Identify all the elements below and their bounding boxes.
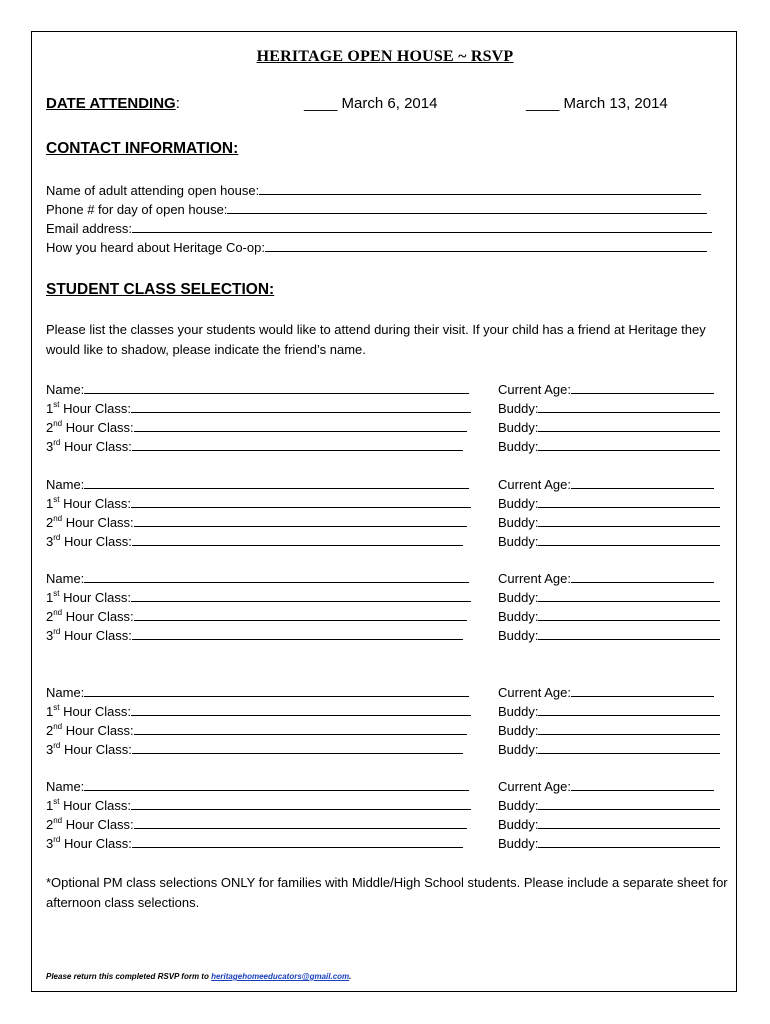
hour-class-line[interactable] [134,513,467,527]
contact-field-adult-name[interactable]: Name of adult attending open house: [46,181,701,200]
buddy-line[interactable] [538,513,720,527]
date-attending-label: DATE ATTENDING [46,95,176,112]
date-option-2-label: March 13, 2014 [563,95,668,112]
student-instructions: Please list the classes your students would like to attend during their visit. If your child has a friend at Heritage they would like to shadow, please indicate the friend’s name. [46,322,706,357]
student-3-hour-2-class-field[interactable]: 2nd Hour Class: [46,607,467,626]
current-age-line[interactable] [571,777,714,791]
buddy-line[interactable] [538,588,720,602]
student-1-buddy-2-field[interactable]: Buddy: [498,418,720,437]
optional-pm-note: *Optional PM class selections ONLY for families with Middle/High School students. Please include a separate sheet for afternoon class selections. [46,875,728,910]
buddy-line[interactable] [538,437,720,451]
student-4-hour-3-class-field[interactable]: 3rd Hour Class: [46,740,463,759]
student-name-line[interactable] [84,380,469,394]
student-2-hour-1-class-field[interactable]: 1st Hour Class: [46,494,471,513]
buddy-line[interactable] [538,626,720,640]
student-4-hour-2-class-field[interactable]: 2nd Hour Class: [46,721,467,740]
hour-class-line[interactable] [131,494,471,508]
student-2-hour-2-class-field[interactable]: 2nd Hour Class: [46,513,467,532]
student-heading: STUDENT CLASS SELECTION: [46,281,275,298]
buddy-line[interactable] [538,796,720,810]
contact-field-heard-about[interactable]: How you heard about Heritage Co-op: [46,238,707,257]
heard-about-line[interactable] [265,238,707,252]
student-2-name-field[interactable]: Name: [46,475,469,494]
hour-class-line[interactable] [134,815,467,829]
student-2-hour-3-class-field[interactable]: 3rd Hour Class: [46,532,463,551]
student-1-hour-3-class-field[interactable]: 3rd Hour Class: [46,437,463,456]
student-2-buddy-1-field[interactable]: Buddy: [498,494,720,513]
hour-class-line[interactable] [131,399,471,413]
student-5-hour-2-class-field[interactable]: 2nd Hour Class: [46,815,467,834]
hour-class-line[interactable] [131,588,471,602]
buddy-line[interactable] [538,399,720,413]
hour-class-line[interactable] [132,740,463,754]
student-name-line[interactable] [84,777,469,791]
student-name-line[interactable] [84,683,469,697]
buddy-line[interactable] [538,607,720,621]
student-4-name-field[interactable]: Name: [46,683,469,702]
hour-class-line[interactable] [131,796,471,810]
date-option-1-label: March 6, 2014 [341,95,438,112]
student-1-buddy-3-field[interactable]: Buddy: [498,437,720,456]
buddy-line[interactable] [538,721,720,735]
student-5-hour-1-class-field[interactable]: 1st Hour Class: [46,796,471,815]
current-age-line[interactable] [571,569,714,583]
student-3-buddy-2-field[interactable]: Buddy: [498,607,720,626]
student-3-hour-1-class-field[interactable]: 1st Hour Class: [46,588,471,607]
student-2-buddy-2-field[interactable]: Buddy: [498,513,720,532]
student-3-name-field[interactable]: Name: [46,569,469,588]
student-5-buddy-3-field[interactable]: Buddy: [498,834,720,853]
buddy-line[interactable] [538,702,720,716]
student-3-hour-3-class-field[interactable]: 3rd Hour Class: [46,626,463,645]
buddy-line[interactable] [538,418,720,432]
student-1-name-field[interactable]: Name: [46,380,469,399]
current-age-line[interactable] [571,475,714,489]
buddy-line[interactable] [538,532,720,546]
student-2-age-field[interactable]: Current Age: [498,475,714,494]
student-3-buddy-1-field[interactable]: Buddy: [498,588,720,607]
student-1-buddy-1-field[interactable]: Buddy: [498,399,720,418]
hour-class-line[interactable] [134,721,467,735]
hour-class-line[interactable] [132,834,463,848]
student-3-age-field[interactable]: Current Age: [498,569,714,588]
buddy-line[interactable] [538,740,720,754]
hour-class-line[interactable] [131,702,471,716]
student-2-buddy-3-field[interactable]: Buddy: [498,532,720,551]
date-option-march-13[interactable]: ____ March 13, 2014 [526,95,668,112]
current-age-line[interactable] [571,683,714,697]
buddy-line[interactable] [538,834,720,848]
student-5-name-field[interactable]: Name: [46,777,469,796]
hour-class-line[interactable] [134,607,467,621]
email-line[interactable] [132,219,712,233]
contact-field-phone[interactable]: Phone # for day of open house: [46,200,707,219]
buddy-line[interactable] [538,494,720,508]
form-title: HERITAGE OPEN HOUSE ~ RSVP [256,48,514,65]
date-option-march-6[interactable]: ____ March 6, 2014 [304,95,438,112]
contact-heading: CONTACT INFORMATION: [46,140,239,157]
current-age-line[interactable] [571,380,714,394]
buddy-line[interactable] [538,815,720,829]
student-name-line[interactable] [84,569,469,583]
footer-email-link[interactable]: heritagehomeeducators@gmail.com [211,972,350,981]
student-3-buddy-3-field[interactable]: Buddy: [498,626,720,645]
phone-line[interactable] [227,200,707,214]
contact-field-email[interactable]: Email address: [46,219,712,238]
student-4-buddy-3-field[interactable]: Buddy: [498,740,720,759]
student-5-age-field[interactable]: Current Age: [498,777,714,796]
hour-class-line[interactable] [134,418,467,432]
student-4-age-field[interactable]: Current Age: [498,683,714,702]
adult-name-line[interactable] [259,181,701,195]
student-1-hour-1-class-field[interactable]: 1st Hour Class: [46,399,471,418]
student-5-buddy-2-field[interactable]: Buddy: [498,815,720,834]
hour-class-line[interactable] [132,437,463,451]
student-1-hour-2-class-field[interactable]: 2nd Hour Class: [46,418,467,437]
student-4-hour-1-class-field[interactable]: 1st Hour Class: [46,702,471,721]
hour-class-line[interactable] [132,626,463,640]
student-4-buddy-2-field[interactable]: Buddy: [498,721,720,740]
date-attending-row: DATE ATTENDING: [46,95,180,112]
hour-class-line[interactable] [132,532,463,546]
student-name-line[interactable] [84,475,469,489]
student-4-buddy-1-field[interactable]: Buddy: [498,702,720,721]
footer-note: Please return this completed RSVP form to heritagehomeeducators@gmail.com. [46,972,352,981]
student-5-buddy-1-field[interactable]: Buddy: [498,796,720,815]
student-5-hour-3-class-field[interactable]: 3rd Hour Class: [46,834,463,853]
student-1-age-field[interactable]: Current Age: [498,380,714,399]
